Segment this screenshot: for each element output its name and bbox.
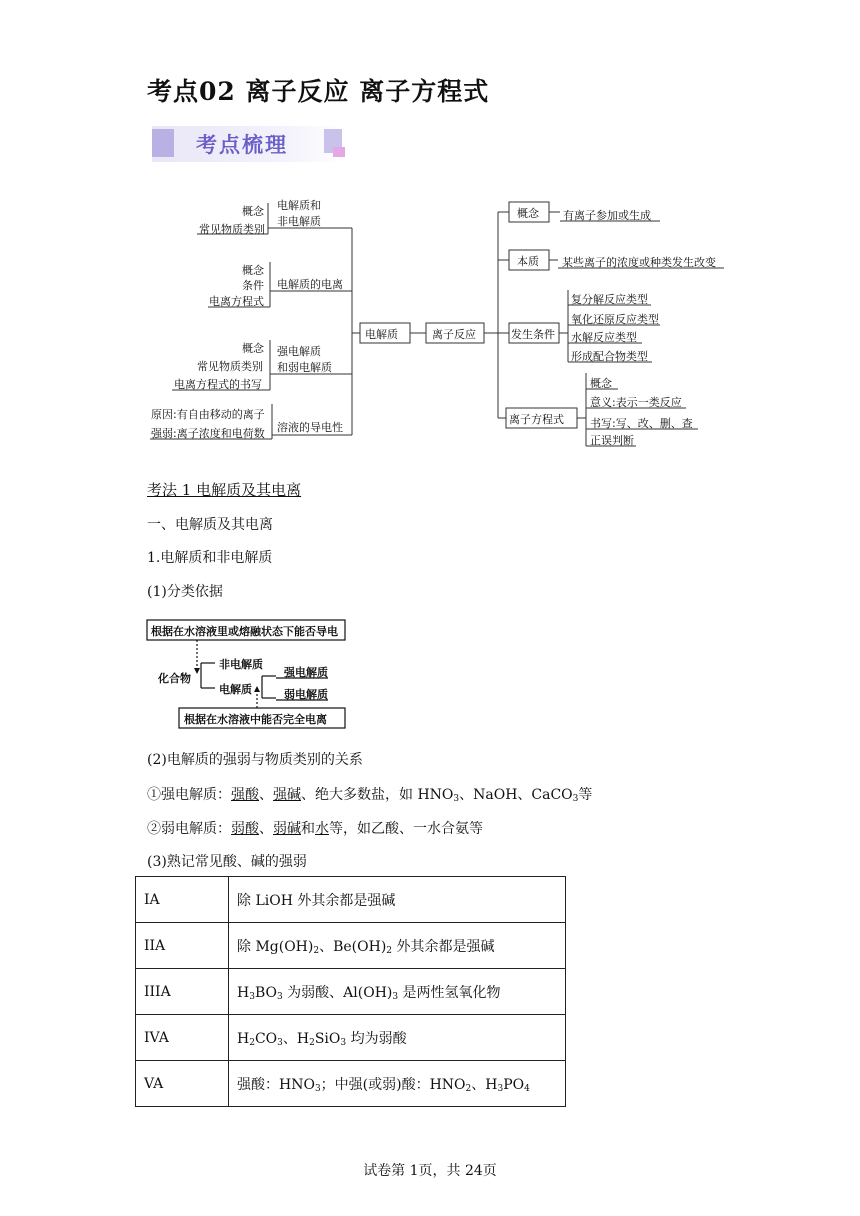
cell-text: 除 LiOH 外其余都是强碱	[237, 892, 396, 909]
mm-right3-leaf1: 复分解反应类型	[571, 293, 648, 306]
mm-right3-leaf4: 形成配合物类型	[571, 350, 648, 363]
weak-acid: 弱酸	[231, 821, 259, 837]
cell-text: 、H	[282, 1030, 310, 1047]
point-3: (3)熟记常见酸、碱的强弱	[147, 854, 307, 870]
weak-sep: 、	[259, 821, 273, 837]
table-cell-group: IIIA	[136, 969, 229, 1015]
strong-rest2: 、NaOH、CaCO	[459, 787, 573, 803]
page-title: 考点02 离子反应 离子方程式	[147, 77, 490, 106]
table-row	[136, 969, 566, 1015]
table-cell-group: IVA	[136, 1015, 229, 1061]
cell-text: 强酸：HNO	[237, 1076, 315, 1093]
mm-right4-leaf4: 正误判断	[590, 434, 634, 447]
mm-left1-leaf2: 常见物质类别	[199, 223, 265, 236]
weak-mid: 和	[301, 821, 315, 837]
cell-sub: 3	[392, 991, 399, 1002]
strong-rest: 、绝大多数盐，如 HNO	[301, 787, 454, 803]
point-1: (1)分类依据	[147, 584, 223, 600]
mm-left2-leaf3: 电离方程式	[209, 295, 264, 308]
mm-right4-leaf3: 书写:写、改、删、查	[590, 417, 693, 430]
mm-right3-node: 发生条件	[511, 328, 555, 341]
point-2: (2)电解质的强弱与物质类别的关系	[147, 752, 363, 768]
weak-electrolyte-line	[147, 818, 483, 838]
mm-left2-node: 电解质的电离	[277, 278, 343, 291]
table-cell-desc	[229, 969, 566, 1015]
cell-sub: 2	[386, 945, 393, 956]
table-cell-group: IIA	[136, 923, 229, 969]
cell-text: H	[237, 1030, 250, 1047]
cell-sub: 2	[465, 1083, 472, 1094]
mm-left3-node-line2: 和弱电解质	[277, 361, 332, 374]
banner-label: 考点梳理	[196, 133, 288, 157]
mm-left4-node: 溶液的导电性	[277, 421, 343, 434]
mm-left1-node-line1: 电解质和	[277, 199, 321, 212]
cell-text: 外其余都是强碱	[392, 938, 495, 955]
mm-right2-leaf1: 某些离子的浓度或种类发生改变	[562, 256, 716, 269]
classify-electrolyte: 电解质	[219, 683, 252, 696]
mm-right1-leaf1: 有离子参加或生成	[563, 209, 651, 222]
classify-root: 化合物	[158, 672, 191, 685]
classify-strong: 强电解质	[284, 666, 328, 679]
mm-hub-node: 离子反应	[432, 328, 476, 341]
section-heading: 一、电解质及其电离	[147, 517, 273, 533]
strong-sub2: 3	[572, 794, 579, 804]
table-row	[136, 1061, 566, 1107]
table-cell-desc	[229, 1061, 566, 1107]
strong-sub1: 3	[453, 794, 460, 804]
acid-base-table	[135, 876, 566, 1107]
cell-text: 均为弱酸	[346, 1030, 407, 1047]
table-cell-desc	[229, 1015, 566, 1061]
cell-sub: 2	[249, 1037, 255, 1048]
mm-left4-leaf1: 原因:有自由移动的离子	[151, 408, 265, 421]
weak-prefix: ②弱电解质：	[147, 821, 231, 837]
table-cell-desc	[229, 877, 566, 923]
mm-left2-leaf2: 条件	[242, 279, 264, 292]
cell-sub: 2	[313, 945, 320, 956]
cell-sub: 3	[249, 991, 255, 1002]
classify-top-box: 根据在水溶液里或熔融状态下能否导电	[151, 625, 338, 638]
strong-electrolyte-line	[147, 784, 592, 804]
mm-left1-leaf1: 概念	[242, 205, 264, 218]
cell-text: CO	[254, 1030, 278, 1047]
cell-text: H	[237, 984, 250, 1001]
strong-acid: 强酸	[231, 787, 259, 803]
classify-weak: 弱电解质	[284, 688, 328, 701]
cell-sub: 3	[276, 991, 283, 1002]
table-cell-desc	[229, 923, 566, 969]
page-footer: 试卷第 1页，共 24页	[363, 1163, 497, 1179]
strong-rest3: 等	[578, 787, 593, 803]
weak-base: 弱碱	[273, 821, 301, 837]
strong-sep: 、	[259, 787, 273, 803]
subsection-heading: 1.电解质和非电解质	[147, 550, 273, 566]
cell-text: BO	[254, 984, 277, 1001]
strong-prefix: ①强电解质：	[147, 787, 231, 803]
table-row	[136, 877, 566, 923]
cell-text: ；中强(或弱)酸：HNO	[320, 1076, 466, 1093]
cell-sub: 2	[309, 1037, 315, 1048]
cell-text: 除 Mg(OH)	[237, 938, 314, 955]
classify-non-electrolyte: 非电解质	[219, 658, 263, 671]
mm-left3-leaf2: 常见物质类别	[197, 360, 263, 373]
cell-sub: 3	[277, 1037, 283, 1048]
weak-rest: 等，如乙酸、一水合氨等	[329, 821, 483, 837]
mm-right3-leaf2: 氧化还原反应类型	[571, 313, 659, 326]
table-row	[136, 1015, 566, 1061]
mm-right4-leaf2: 意义:表示一类反应	[590, 396, 682, 409]
law-heading: 考法 1 电解质及其电离	[147, 481, 302, 499]
cell-text: 是两性氢氧化物	[398, 984, 501, 1001]
mm-right4-node: 离子方程式	[509, 413, 564, 426]
cell-text: SiO	[314, 1030, 341, 1047]
table-row	[136, 923, 566, 969]
cell-text: 为弱酸、Al(OH)	[282, 984, 393, 1001]
cell-sub: 3	[497, 1083, 504, 1094]
mm-left2-leaf1: 概念	[242, 264, 264, 277]
cell-sub: 3	[314, 1083, 321, 1094]
mm-right2-node: 本质	[517, 255, 539, 268]
mm-right3-leaf3: 水解反应类型	[571, 331, 637, 344]
mm-left4-leaf2: 强弱:离子浓度和电荷数	[151, 427, 265, 440]
mm-center-node: 电解质	[365, 328, 398, 341]
mm-left3-leaf1: 概念	[242, 342, 264, 355]
cell-sub: 4	[524, 1083, 530, 1094]
table-cell-group: IA	[136, 877, 229, 923]
cell-sub: 3	[340, 1037, 347, 1048]
mm-left3-leaf3: 电离方程式的书写	[174, 378, 262, 391]
cell-text: 、Be(OH)	[319, 938, 387, 955]
mm-right1-node: 概念	[517, 207, 539, 220]
cell-text: PO	[503, 1076, 525, 1093]
weak-water: 水	[315, 821, 329, 837]
classify-bottom-box: 根据在水溶液中能否完全电离	[184, 713, 327, 726]
table-cell-group: VA	[136, 1061, 229, 1107]
mm-right4-leaf1: 概念	[590, 377, 612, 390]
mm-left3-node-line1: 强电解质	[277, 345, 321, 358]
mm-left1-node-line2: 非电解质	[277, 215, 321, 228]
strong-base: 强碱	[273, 787, 301, 803]
cell-text: 、H	[471, 1076, 498, 1093]
